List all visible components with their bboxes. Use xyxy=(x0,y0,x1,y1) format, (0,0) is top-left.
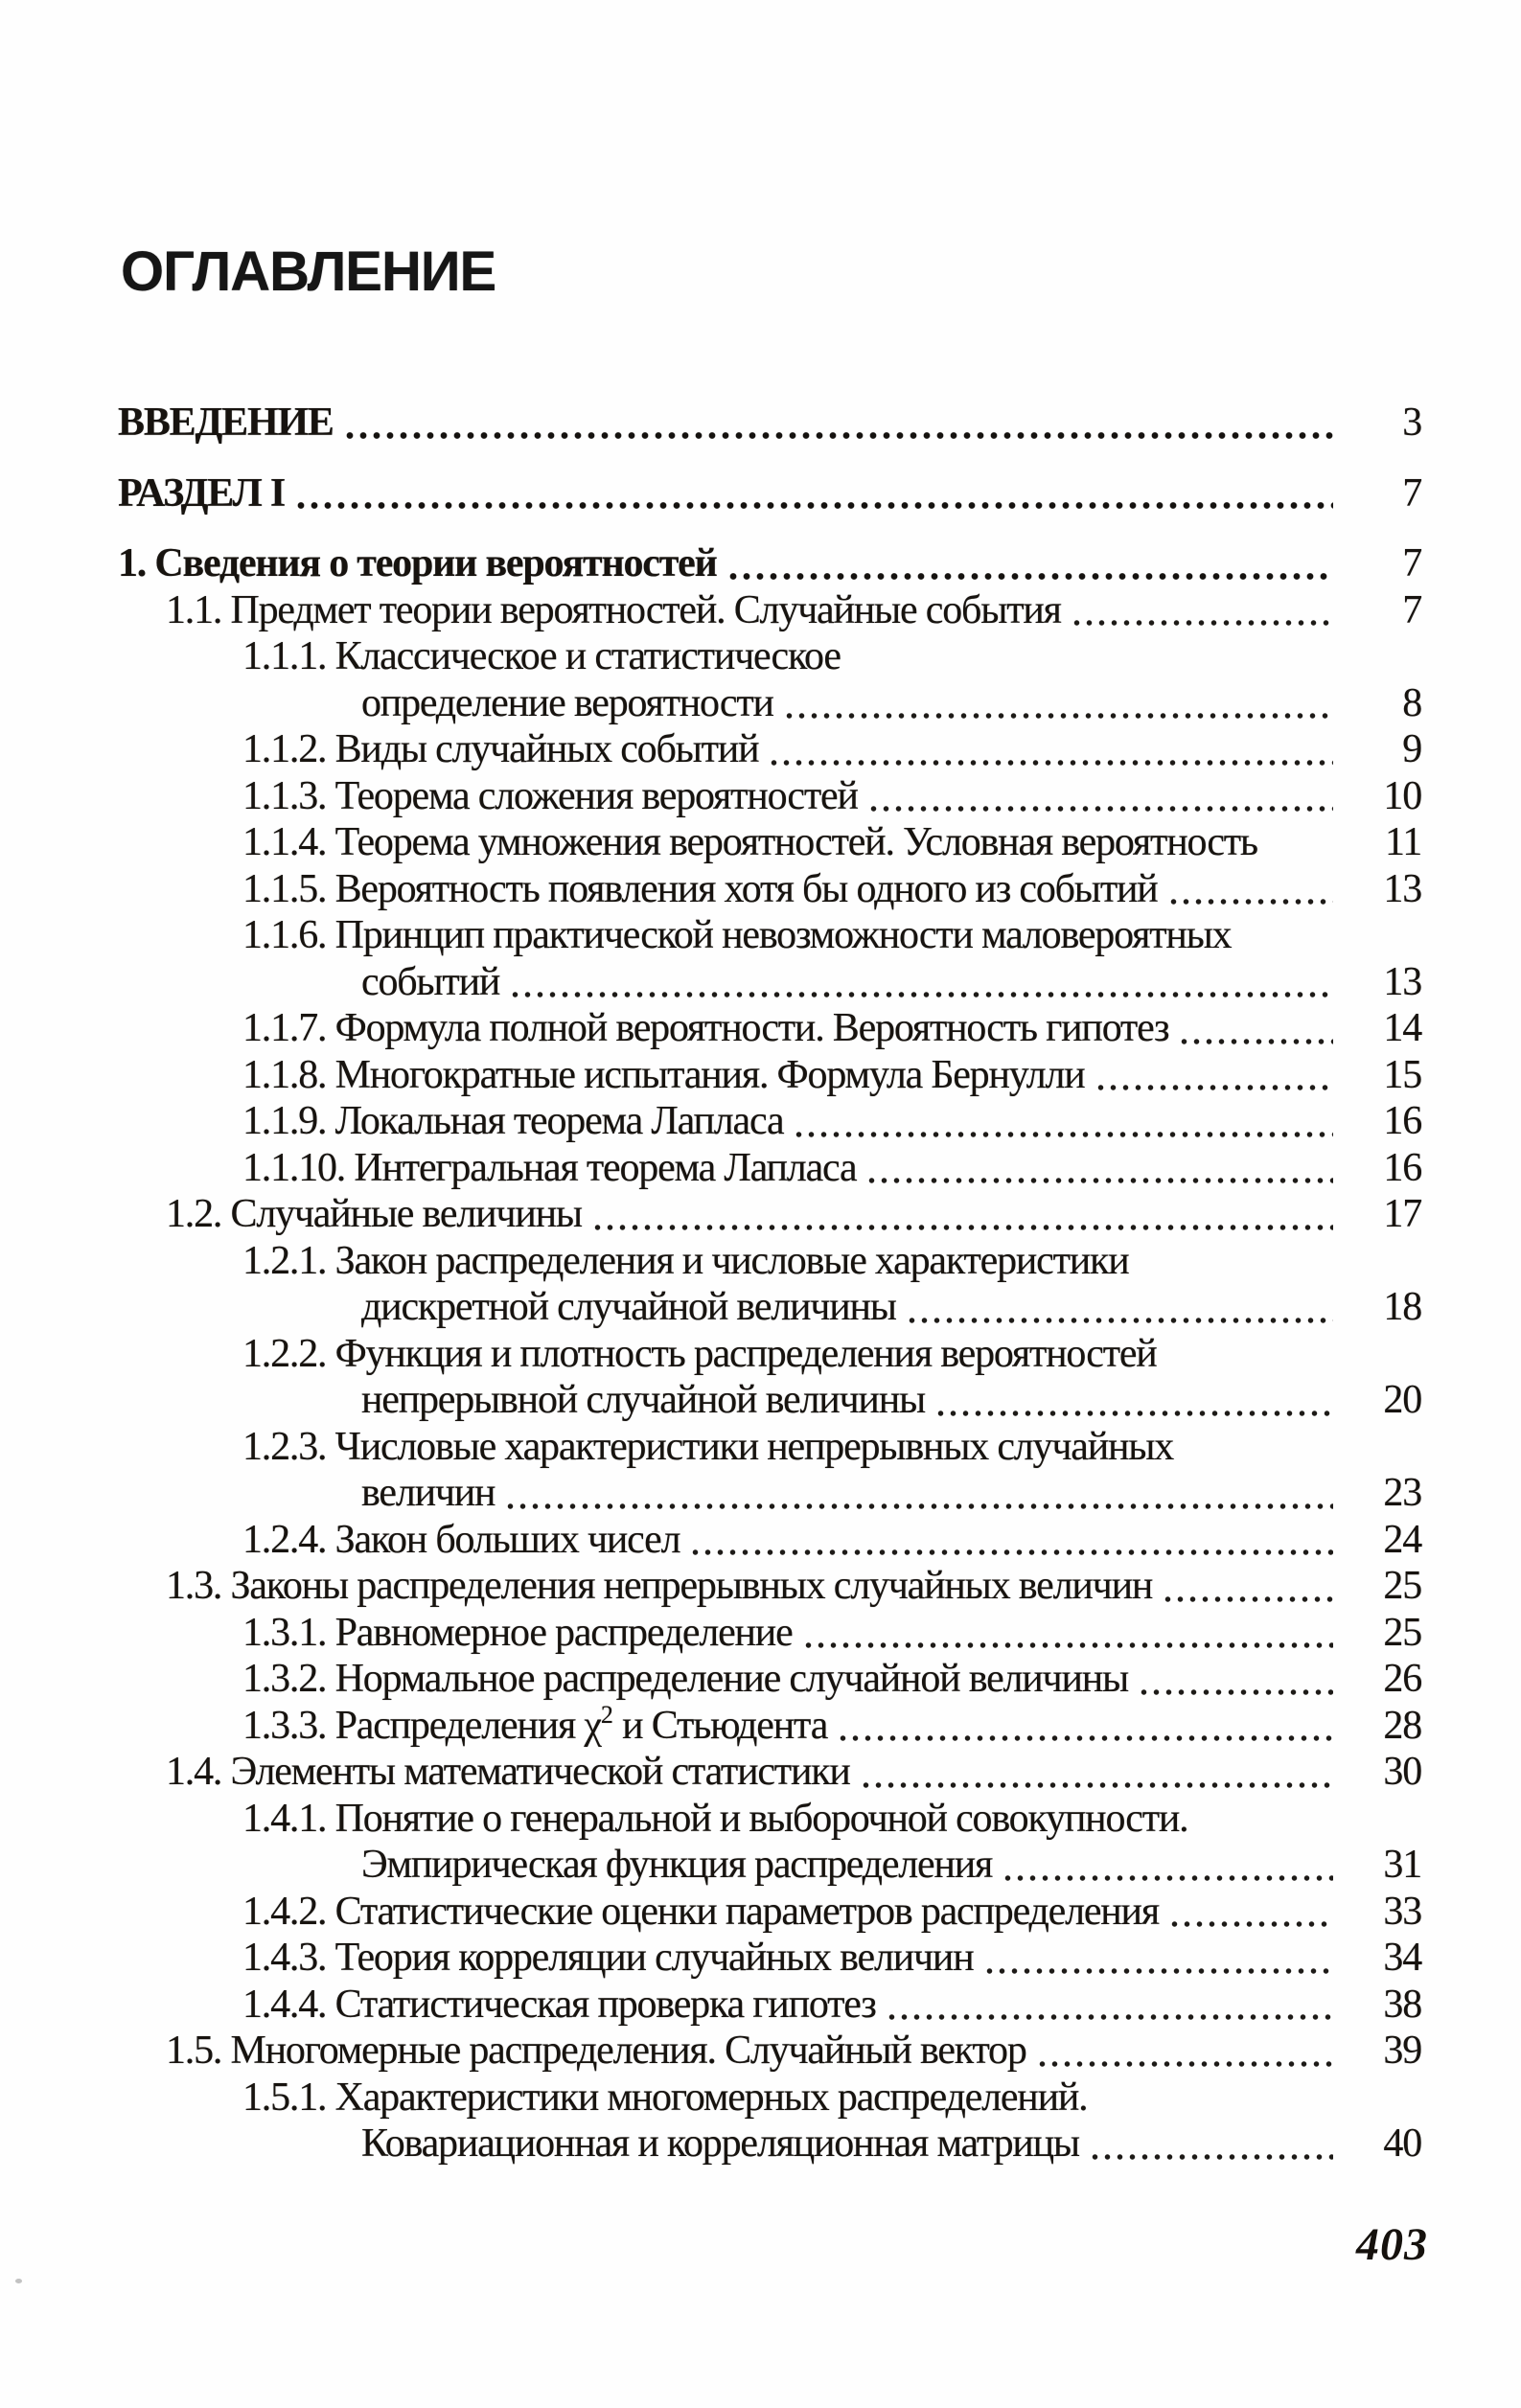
toc-entry-text: 1.4. Элементы математической статистики xyxy=(166,1750,850,1794)
toc-entry xyxy=(118,773,1421,820)
toc-entry xyxy=(118,1982,1421,2029)
toc-entry-text: 1.5. Многомерные распределения. Случайный вектор xyxy=(166,2029,1026,2073)
toc-page-number: 16 xyxy=(1383,1099,1421,1143)
dot-leader xyxy=(886,2014,1333,2020)
dot-leader xyxy=(860,1782,1333,1788)
toc-entry-text: 1.1.3. Теорема сложения вероятностей xyxy=(242,773,858,818)
toc-page-number: 39 xyxy=(1383,2029,1421,2073)
toc-page-number: 11 xyxy=(1384,820,1421,864)
toc-page-number: 26 xyxy=(1383,1657,1421,1701)
toc-entry xyxy=(118,1700,1421,1750)
toc-entry xyxy=(118,2028,1421,2075)
toc-entry-text: 1.4.1. Понятие о генеральной и выборочной совокупности. xyxy=(242,1796,1188,1841)
toc-entry xyxy=(118,1331,1421,1378)
toc-entry xyxy=(118,470,1421,517)
toc-entry xyxy=(118,1377,1421,1424)
toc-entry-text: 1.1.4. Теорема умножения вероятностей. Условная вероятность xyxy=(242,820,1257,864)
toc-page-number: 38 xyxy=(1383,1982,1421,2027)
toc-entry-text: ВВЕДЕНИЕ xyxy=(118,401,334,445)
toc-entry xyxy=(118,1563,1421,1610)
dot-leader xyxy=(509,992,1333,998)
toc-entry xyxy=(118,1238,1421,1285)
toc-entry xyxy=(118,2121,1421,2167)
dot-leader xyxy=(1267,853,1333,859)
toc-entry xyxy=(118,1005,1421,1052)
toc-entry xyxy=(118,1098,1421,1145)
toc-entry xyxy=(118,1517,1421,1564)
toc-entry xyxy=(118,1889,1421,1936)
toc-page-number: 15 xyxy=(1383,1052,1421,1097)
dot-leader xyxy=(591,1225,1333,1230)
toc-entry xyxy=(118,912,1421,959)
toc-entry-text: величин xyxy=(361,1471,495,1515)
dot-leader xyxy=(343,432,1333,439)
table-of-contents xyxy=(118,400,1421,2167)
dot-leader xyxy=(1162,1596,1333,1602)
toc-page-number: 25 xyxy=(1383,1564,1421,1608)
dot-leader xyxy=(1167,899,1333,905)
toc-entry xyxy=(118,819,1421,866)
toc-page-number: 7 xyxy=(1402,541,1421,585)
toc-page-number: 16 xyxy=(1383,1145,1421,1190)
toc-page-number: 7 xyxy=(1402,470,1421,516)
toc-entry xyxy=(118,1610,1421,1657)
toc-entry xyxy=(118,1191,1421,1238)
toc-entry-text: 1. Сведения о теории вероятностей xyxy=(118,541,717,585)
toc-entry-text: 1.2.2. Функция и плотность распределения вероятностей xyxy=(242,1331,1157,1376)
toc-entry xyxy=(118,587,1421,634)
toc-entry-text: 1.1.1. Классическое и статистическое xyxy=(242,634,841,678)
toc-page-number: 17 xyxy=(1383,1192,1421,1236)
dot-leader xyxy=(1089,2154,1333,2160)
toc-page-number: 3 xyxy=(1402,401,1421,445)
toc-page-number: 31 xyxy=(1383,1843,1421,1887)
toc-entry-text: 1.3.2. Нормальное распределение случайной величины xyxy=(242,1657,1129,1701)
toc-entry-text: 1.1.9. Локальная теорема Лапласа xyxy=(242,1099,784,1143)
toc-entry-text: 1.1.7. Формула полной вероятности. Вероятность гипотез xyxy=(242,1006,1169,1050)
dot-leader xyxy=(294,502,1333,509)
dot-leader xyxy=(689,1549,1333,1555)
toc-entry xyxy=(118,2075,1421,2121)
toc-page-number: 10 xyxy=(1383,773,1421,818)
dot-leader xyxy=(1178,1039,1333,1044)
toc-page-number: 8 xyxy=(1402,680,1421,725)
toc-entry xyxy=(118,1424,1421,1471)
dot-leader xyxy=(865,1178,1333,1183)
superscript: 2 xyxy=(600,1700,613,1729)
dot-leader xyxy=(1138,1689,1333,1695)
dot-leader xyxy=(867,806,1333,812)
toc-entry-text: 1.2.4. Закон больших чисел xyxy=(242,1517,680,1562)
toc-entry-text: 1.4.4. Статистическая проверка гипотез xyxy=(242,1982,876,2027)
toc-page-number: 9 xyxy=(1402,727,1421,771)
dot-leader xyxy=(1095,1085,1333,1090)
toc-entry-text: 1.5.1. Характеристики многомерных распределений. xyxy=(242,2075,1088,2120)
toc-entry-text: 1.1.6. Принцип практической невозможности маловероятных xyxy=(242,913,1232,957)
toc-entry-text: непрерывной случайной величины xyxy=(361,1378,925,1422)
toc-page-number: 25 xyxy=(1383,1610,1421,1655)
toc-entry xyxy=(118,959,1421,1006)
toc-entry xyxy=(118,1935,1421,1982)
dot-leader xyxy=(768,760,1333,766)
toc-entry xyxy=(118,1284,1421,1331)
toc-page-number: 30 xyxy=(1383,1750,1421,1794)
toc-entry-text: 1.1.2. Виды случайных событий xyxy=(242,727,759,771)
dot-leader xyxy=(793,1132,1333,1137)
toc-entry xyxy=(118,1842,1421,1889)
page-title: ОГЛАВЛЕНИЕ xyxy=(121,241,496,303)
toc-page-number: 7 xyxy=(1402,587,1421,632)
toc-entry-text: 1.2. Случайные величины xyxy=(166,1192,582,1236)
toc-entry xyxy=(118,680,1421,727)
dot-leader xyxy=(934,1410,1333,1416)
folio-page-number: 403 xyxy=(1356,2219,1428,2270)
toc-entry xyxy=(118,1145,1421,1192)
toc-entry-text: 1.1. Предмет теории вероятностей. Случайные события xyxy=(166,587,1061,632)
toc-page-number: 18 xyxy=(1383,1285,1421,1329)
dot-leader xyxy=(983,1968,1334,1974)
toc-entry xyxy=(118,1796,1421,1843)
toc-entry xyxy=(118,633,1421,680)
toc-page-number: 28 xyxy=(1383,1703,1421,1748)
toc-entry xyxy=(118,726,1421,773)
toc-entry-text: определение вероятности xyxy=(361,680,773,725)
toc-entry-text: 1.1.8. Многократные испытания. Формула Бернулли xyxy=(242,1052,1085,1097)
dot-leader xyxy=(726,573,1333,580)
toc-page-number: 20 xyxy=(1383,1378,1421,1422)
toc-page-number: 14 xyxy=(1383,1006,1421,1050)
toc-page-number: 13 xyxy=(1383,959,1421,1004)
toc-entry-text: 1.4.3. Теория корреляции случайных величин xyxy=(242,1936,974,1980)
dot-leader xyxy=(837,1735,1333,1741)
toc-entry-text: РАЗДЕЛ I xyxy=(118,470,286,516)
toc-entry-text: Эмпирическая функция распределения xyxy=(361,1843,993,1887)
toc-entry-text: Ковариационная и корреляционная матрицы xyxy=(361,2121,1079,2166)
toc-page-number: 23 xyxy=(1383,1471,1421,1515)
toc-page-number: 33 xyxy=(1383,1889,1421,1934)
dot-leader xyxy=(802,1642,1333,1648)
dot-leader xyxy=(783,713,1333,719)
toc-entry-text: дискретной случайной величины xyxy=(361,1285,896,1329)
toc-page-number: 34 xyxy=(1383,1936,1421,1980)
toc-entry xyxy=(118,1656,1421,1703)
toc-entry xyxy=(118,1470,1421,1517)
dot-leader xyxy=(906,1318,1333,1323)
toc-entry-text: 1.2.1. Закон распределения и числовые характеристики xyxy=(242,1238,1129,1283)
toc-entry xyxy=(118,1052,1421,1099)
dot-leader xyxy=(1071,620,1333,626)
toc-entry xyxy=(118,1749,1421,1796)
dot-leader xyxy=(504,1503,1333,1509)
toc-entry-text: 1.3.3. Распределения $\chi^2$ и Стьюдента xyxy=(242,1700,828,1748)
toc-page-number: 13 xyxy=(1383,866,1421,911)
scan-speck xyxy=(15,2279,22,2283)
dot-leader xyxy=(1002,1875,1333,1881)
dot-leader xyxy=(1036,2061,1333,2067)
toc-entry-text: событий xyxy=(361,959,500,1004)
toc-entry-text: 1.4.2. Статистические оценки параметров распределения xyxy=(242,1889,1159,1934)
toc-entry-text: 1.1.5. Вероятность появления хотя бы одного из событий xyxy=(242,866,1158,911)
toc-entry-text: 1.2.3. Числовые характеристики непрерывных случайных xyxy=(242,1424,1174,1469)
dot-leader xyxy=(1168,1921,1333,1927)
toc-page-number: 24 xyxy=(1383,1517,1421,1562)
toc-entry-text: 1.3.1. Равномерное распределение xyxy=(242,1610,793,1655)
toc-entry-text: 1.1.10. Интегральная теорема Лапласа xyxy=(242,1145,857,1190)
toc-page-number: 40 xyxy=(1383,2121,1421,2166)
toc-entry-text: 1.3. Законы распределения непрерывных случайных величин xyxy=(166,1564,1153,1608)
toc-entry xyxy=(118,540,1421,587)
toc-entry xyxy=(118,400,1421,447)
toc-entry xyxy=(118,866,1421,913)
